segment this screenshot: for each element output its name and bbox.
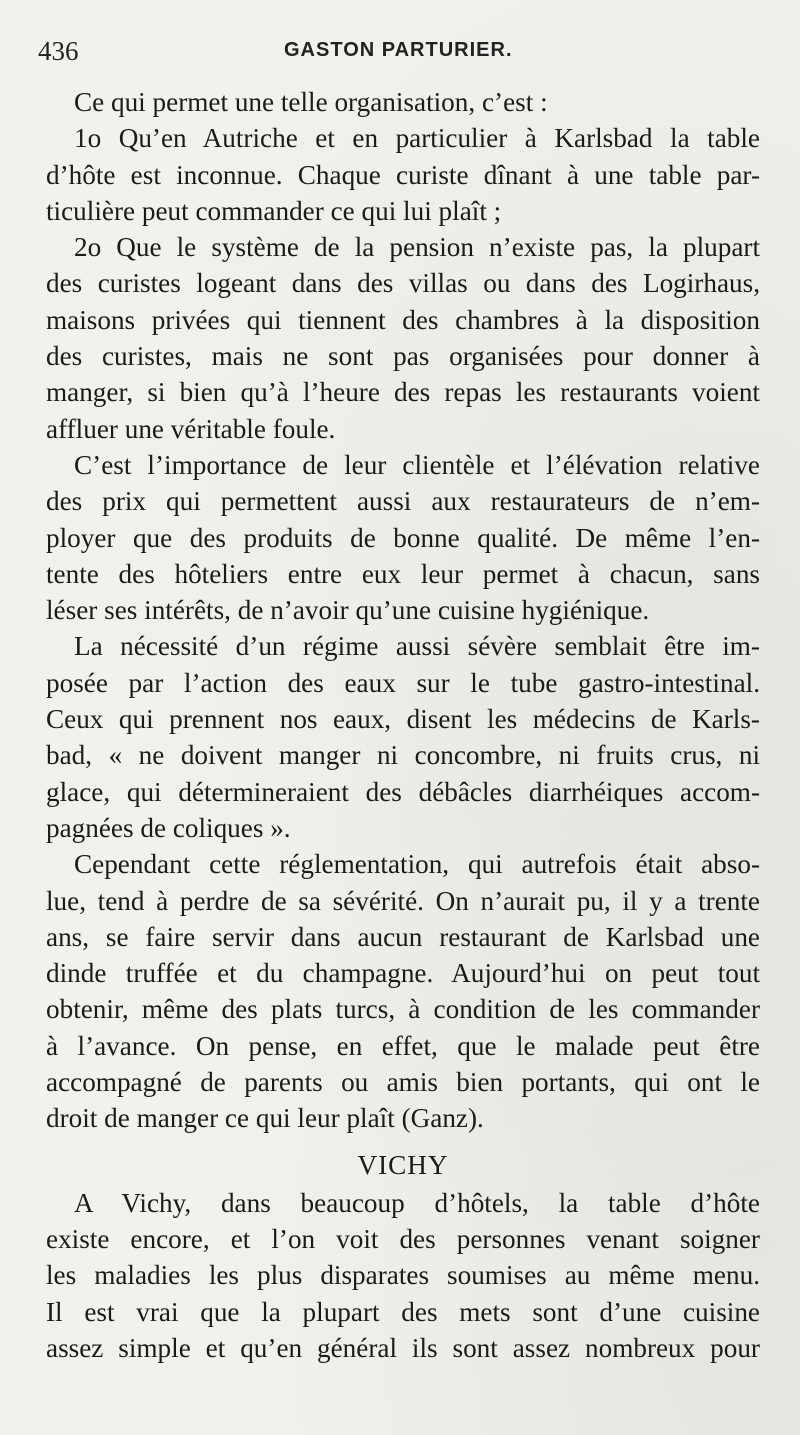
- text-line: C’est l’importance de leur clientèle et l’élévation relative: [74, 449, 760, 480]
- text-line: ticulière peut commander ce qui lui plaît ;: [46, 195, 502, 226]
- page-number: 436: [38, 36, 79, 66]
- page-header: [38, 36, 758, 66]
- text-line: maisons privées qui tiennent des chambres à la disposition: [46, 304, 760, 335]
- text-line: A Vichy, dans beaucoup d’hôtels, la table d’hôte: [74, 1187, 760, 1218]
- text-line: assez simple et qu’en général ils sont assez nombreux pour: [46, 1332, 760, 1363]
- text-line: 1o Qu’en Autriche et en particulier à Karlsbad la table: [74, 123, 760, 154]
- text-line: des curistes, mais ne sont pas organisées pour donner à: [46, 341, 760, 372]
- text-line: tente des hôteliers entre eux leur permet à chacun, sans: [46, 558, 760, 589]
- text-line: posée par l’action des eaux sur le tube gastro-intestinal.: [46, 667, 760, 698]
- text-line: d’hôte est inconnue. Chaque curiste dînant à une table par-: [46, 159, 760, 190]
- text-line: existe encore, et l’on voit des personnes venant soigner: [46, 1223, 760, 1254]
- text-line: 2o Que le système de la pension n’existe pas, la plupart: [74, 232, 760, 263]
- text-line: pagnées de coliques ».: [46, 812, 291, 843]
- text-line: manger, si bien qu’à l’heure des repas les restaurants voient: [46, 377, 760, 408]
- section-heading: VICHY: [357, 1149, 449, 1180]
- text-line: accompagné de parents ou amis bien portants, qui ont le: [46, 1067, 760, 1098]
- text-line: les maladies les plus disparates soumises au même menu.: [46, 1260, 760, 1291]
- text-line: obtenir, même des plats turcs, à condition de les commander: [46, 994, 760, 1025]
- text-line: Ce qui permet une telle organisation, c’est :: [74, 87, 548, 117]
- text-line: léser ses intérêts, de n’avoir qu’une cuisine hygiénique.: [46, 595, 650, 626]
- body-text: [46, 84, 760, 1366]
- text-line: dinde truffée et du champagne. Aujourd’hui on peut tout: [46, 958, 760, 989]
- text-line: bad, « ne doivent manger ni concombre, ni fruits crus, ni: [46, 740, 760, 771]
- text-line: glace, qui détermineraient des débâcles diarrhéiques accom-: [46, 776, 760, 807]
- text-line: affluer une véritable foule.: [46, 413, 336, 444]
- text-line: Il est vrai que la plupart des mets sont d’une cuisine: [46, 1296, 760, 1327]
- running-head: GASTON PARTURIER.: [284, 39, 513, 61]
- text-line: à l’avance. On pense, en effet, que le malade peut être: [46, 1030, 760, 1061]
- text-line: lue, tend à perdre de sa sévérité. On n’aurait pu, il y a trente: [46, 885, 760, 916]
- text-line: La nécessité d’un régime aussi sévère semblait être im-: [74, 631, 760, 662]
- text-line: ployer que des produits de bonne qualité. De même l’en-: [46, 522, 760, 553]
- text-line: droit de manger ce qui leur plaît (Ganz).: [46, 1103, 484, 1134]
- text-line: des curistes logeant dans des villas ou dans des Logirhaus,: [46, 268, 760, 299]
- text-line: Cependant cette réglementation, qui autrefois était abso-: [74, 849, 760, 880]
- text-line: des prix qui permettent aussi aux restaurateurs de n’em-: [46, 486, 760, 517]
- text-line: ans, se faire servir dans aucun restaurant de Karlsbad une: [46, 921, 760, 952]
- text-line: Ceux qui prennent nos eaux, disent les médecins de Karls-: [46, 704, 760, 735]
